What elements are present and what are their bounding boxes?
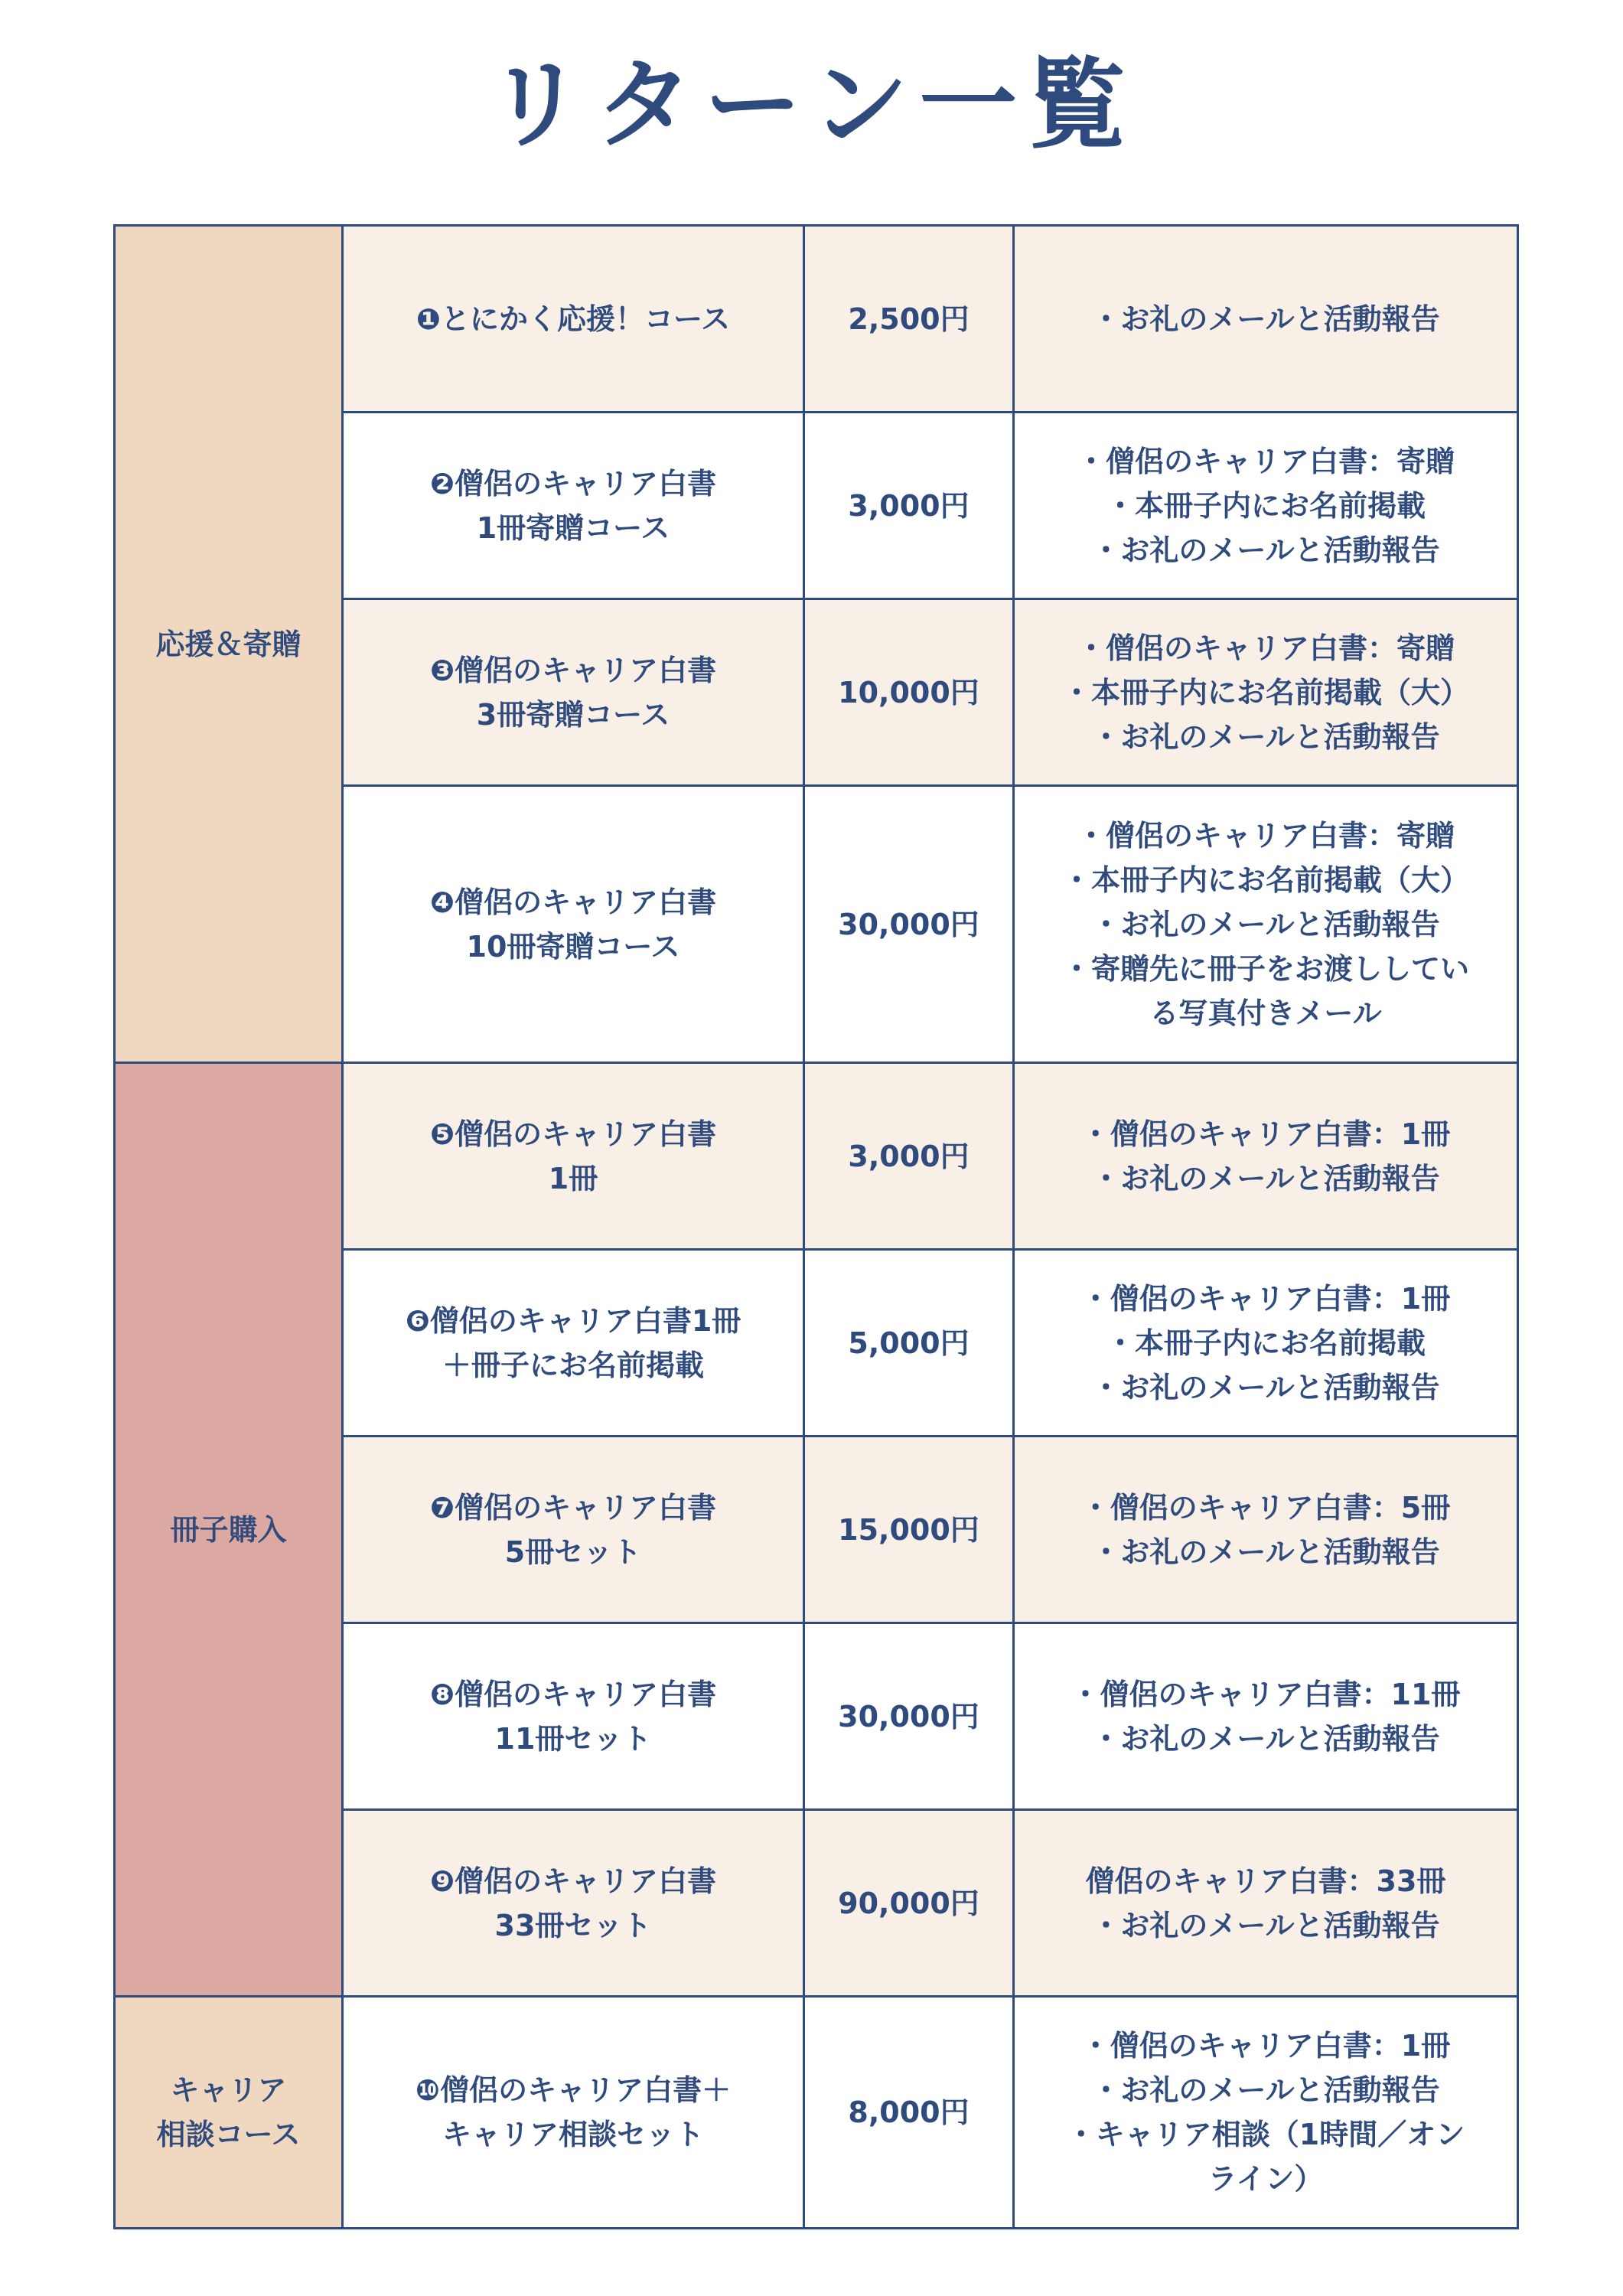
course-name-line: ❽僧侶のキャリア白書 (429, 1677, 717, 1711)
return-row (115, 226, 1518, 413)
price-cell (804, 1437, 1014, 1623)
category-cell-career-consultation (115, 1997, 343, 2229)
course-name-line: 1冊 (548, 1161, 598, 1195)
course-name-cell (343, 1250, 804, 1437)
benefit-line: ・お礼のメールと活動報告 (1091, 2073, 1440, 2107)
benefit-line: ・僧侶のキャリア白書：5冊 (1080, 1490, 1451, 1525)
benefit-line: ・僧侶のキャリア白書：1冊 (1080, 2029, 1451, 2063)
course-name-line: 5冊セット (504, 1534, 642, 1569)
benefits-cell (1014, 1437, 1518, 1623)
course-name-line: 11冊セット (494, 1721, 652, 1756)
course-name-line: キャリア相談セット (442, 2118, 704, 2151)
benefit-line: ・お礼のメールと活動報告 (1091, 302, 1440, 336)
benefits-cell (1014, 1810, 1518, 1997)
price: 10,000円 (838, 675, 979, 709)
course-name-cell (343, 1437, 804, 1623)
benefit-line: ・本冊子内にお名前掲載（大） (1061, 675, 1469, 709)
course-name-line: 1冊寄贈コース (476, 510, 670, 545)
category-label: 応援＆寄贈 (155, 627, 301, 661)
price-cell (804, 599, 1014, 786)
course-name-line: ❶とにかく応援！コース (416, 302, 731, 336)
benefits-cell (1014, 599, 1518, 786)
course-name-line: ＋冊子にお名前掲載 (442, 1348, 704, 1382)
category-cell-booklet-purchase (115, 1063, 343, 1997)
price: 30,000円 (838, 907, 979, 941)
course-name-cell (343, 1810, 804, 1997)
course-name-cell (343, 1623, 804, 1810)
price: 3,000円 (848, 1139, 970, 1173)
benefit-line: ・お礼のメールと活動報告 (1091, 1908, 1440, 1942)
course-name-line: ❾僧侶のキャリア白書 (429, 1864, 717, 1898)
price: 30,000円 (838, 1699, 979, 1733)
benefit-line: ・僧侶のキャリア白書：1冊 (1080, 1281, 1451, 1316)
benefit-line: る写真付きメール (1149, 996, 1382, 1030)
category-cell-support-donation (115, 226, 343, 1063)
price: 8,000円 (848, 2095, 970, 2129)
price-cell (804, 1063, 1014, 1250)
benefit-line: ・お礼のメールと活動報告 (1091, 1161, 1440, 1195)
benefits-cell (1014, 1623, 1518, 1810)
benefit-line: ・本冊子内にお名前掲載 (1105, 1326, 1426, 1360)
course-name-line: 3冊寄贈コース (476, 697, 670, 732)
price-cell (804, 786, 1014, 1063)
price-cell (804, 1810, 1014, 1997)
course-name-line: ❻僧侶のキャリア白書1冊 (405, 1303, 741, 1338)
course-name-cell (343, 1997, 804, 2229)
course-name-line: ❸僧侶のキャリア白書 (429, 653, 717, 687)
course-name-cell (343, 413, 804, 599)
course-name-cell (343, 1063, 804, 1250)
benefits-cell (1014, 1063, 1518, 1250)
course-name-cell (343, 599, 804, 786)
course-name-line: 10冊寄贈コース (466, 929, 680, 964)
price: 90,000円 (838, 1886, 979, 1920)
price: 15,000円 (838, 1512, 979, 1547)
return-row (115, 1063, 1518, 1250)
course-name-line: ❼僧侶のキャリア白書 (429, 1490, 717, 1525)
benefit-line: ・お礼のメールと活動報告 (1091, 533, 1440, 567)
benefit-line: ・お礼のメールと活動報告 (1091, 719, 1440, 754)
price: 5,000円 (848, 1326, 970, 1360)
returns-table (113, 224, 1519, 2229)
price-cell (804, 226, 1014, 413)
benefit-line: ・本冊子内にお名前掲載 (1105, 488, 1426, 523)
benefit-line: ・お礼のメールと活動報告 (1091, 907, 1440, 941)
price-cell (804, 413, 1014, 599)
category-label: キャリア (170, 2073, 287, 2107)
course-name-line: ❺僧侶のキャリア白書 (429, 1117, 717, 1151)
return-row (115, 1997, 1518, 2229)
benefit-line: ・寄贈先に冊子をお渡ししてい (1061, 951, 1469, 986)
course-name-line: ❹僧侶のキャリア白書 (429, 885, 717, 919)
course-name-line: ❷僧侶のキャリア白書 (429, 466, 717, 501)
benefits-cell (1014, 786, 1518, 1063)
benefit-line: ライン） (1207, 2162, 1324, 2196)
category-label: 相談コース (156, 2118, 301, 2151)
benefit-line: ・僧侶のキャリア白書：11冊 (1071, 1677, 1461, 1711)
benefits-cell (1014, 413, 1518, 599)
price: 3,000円 (848, 488, 970, 523)
category-label: 冊子購入 (170, 1512, 287, 1547)
benefit-line: ・僧侶のキャリア白書：寄贈 (1076, 818, 1455, 853)
benefits-cell (1014, 1250, 1518, 1437)
price-cell (804, 1997, 1014, 2229)
benefit-line: ・お礼のメールと活動報告 (1091, 1534, 1440, 1569)
benefits-cell (1014, 1997, 1518, 2229)
benefit-line: ・お礼のメールと活動報告 (1091, 1370, 1440, 1404)
benefit-line: 僧侶のキャリア白書：33冊 (1085, 1864, 1446, 1898)
benefit-line: ・僧侶のキャリア白書：1冊 (1080, 1117, 1451, 1151)
benefit-line: ・本冊子内にお名前掲載（大） (1061, 863, 1469, 897)
course-name-cell (343, 226, 804, 413)
course-name-cell (343, 786, 804, 1063)
price-cell (804, 1623, 1014, 1810)
price: 2,500円 (848, 302, 970, 336)
benefit-line: ・キャリア相談（1時間／オン (1066, 2118, 1465, 2151)
course-name-line: 33冊セット (494, 1908, 652, 1942)
course-name-line: ❿僧侶のキャリア白書＋ (415, 2073, 732, 2107)
benefit-line: ・お礼のメールと活動報告 (1091, 1721, 1440, 1756)
benefit-line: ・僧侶のキャリア白書：寄贈 (1076, 444, 1455, 478)
page-title: リターン一覧 (486, 48, 1137, 162)
benefit-line: ・僧侶のキャリア白書：寄贈 (1076, 631, 1455, 665)
price-cell (804, 1250, 1014, 1437)
benefits-cell (1014, 226, 1518, 413)
